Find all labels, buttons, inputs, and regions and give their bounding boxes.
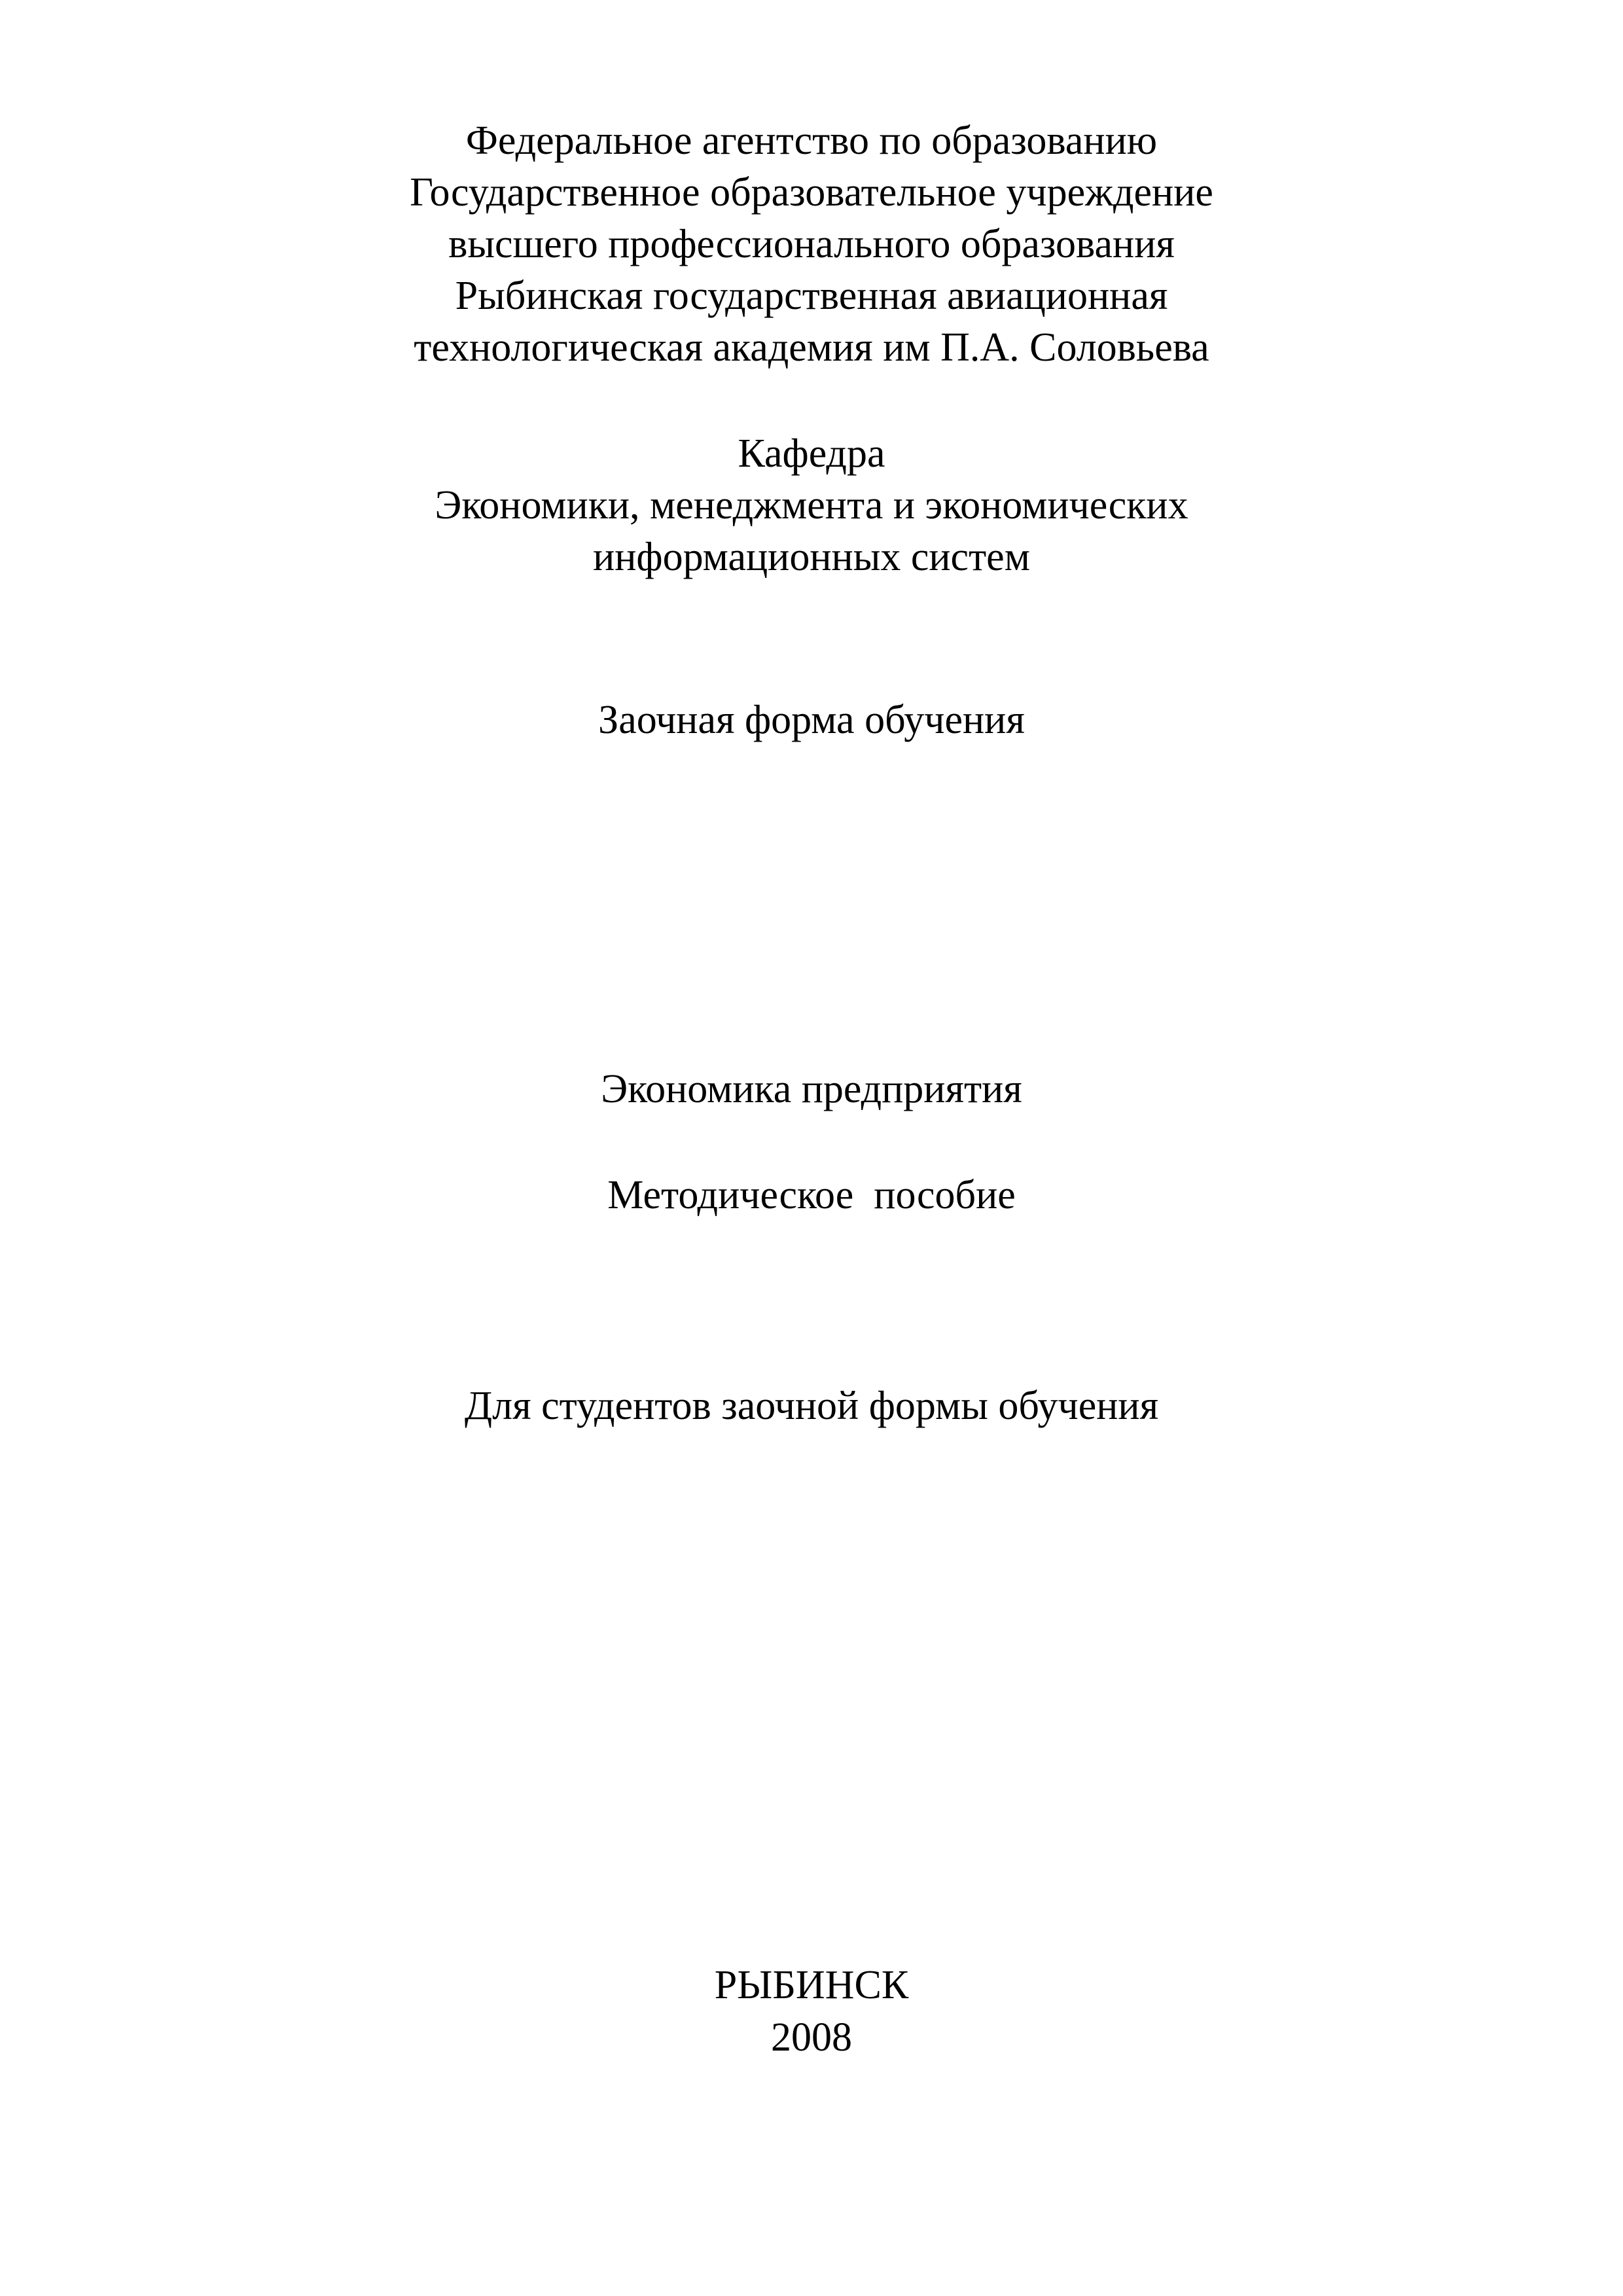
header-line-academy-name-cont: технологическая академия им П.А. Соловьева xyxy=(414,325,1209,370)
study-form: Заочная форма обучения xyxy=(598,698,1025,742)
department-name-line-1: Экономики, менеджмента и экономических xyxy=(435,483,1188,528)
header-line-agency: Федеральное агентство по образованию xyxy=(465,118,1158,163)
header-line-education-level: высшего профессионального образования xyxy=(448,222,1175,266)
footer-year: 2008 xyxy=(771,2015,852,2060)
audience: Для студентов заочной формы обучения xyxy=(464,1384,1159,1428)
header-line-academy-name: Рыбинская государственная авиационная xyxy=(455,274,1168,318)
department-name-line-2: информационных систем xyxy=(593,535,1030,579)
department-label: Кафедра xyxy=(738,431,885,476)
footer-city: РЫБИНСК xyxy=(714,1963,909,2007)
document-type: Методическое пособие xyxy=(607,1173,1016,1217)
header-line-institution-type: Государственное образовательное учреждение xyxy=(410,170,1213,215)
document-title: Экономика предприятия xyxy=(601,1067,1022,1111)
